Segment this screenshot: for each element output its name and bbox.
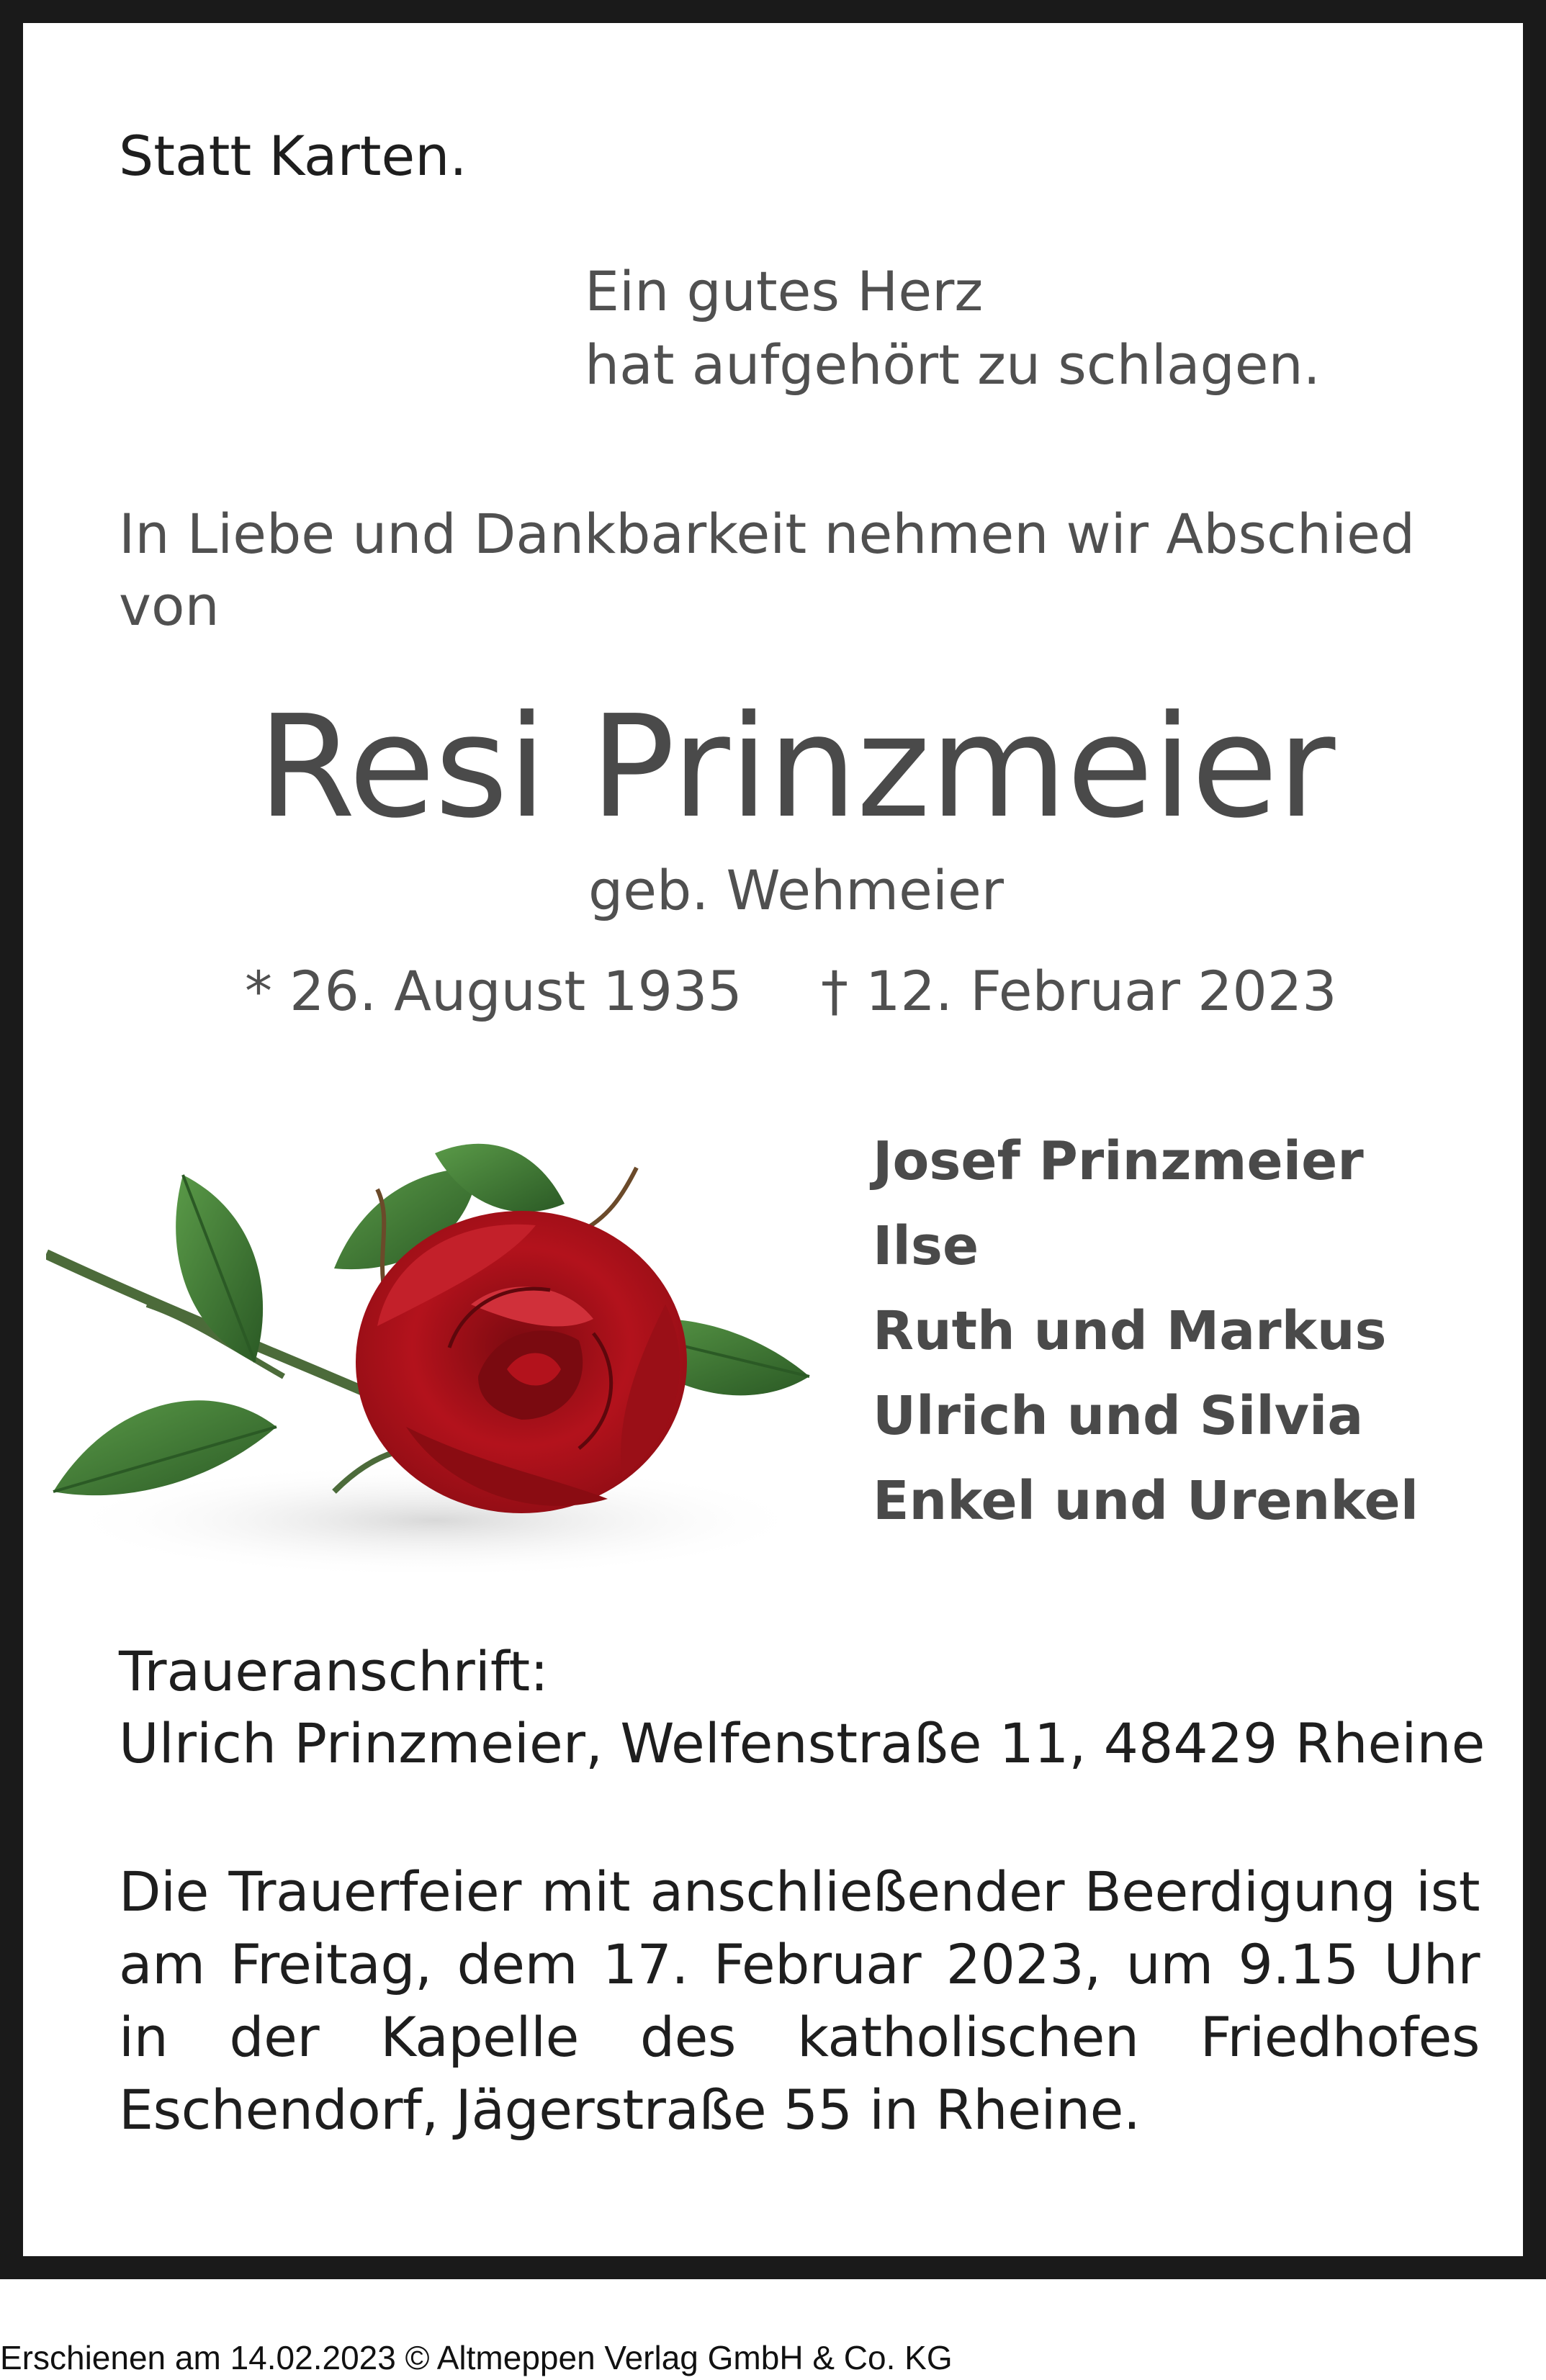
family-member: Enkel und Urenkel xyxy=(873,1470,1419,1532)
address-label: Traueranschrift: xyxy=(119,1639,549,1703)
intro-text xyxy=(119,498,1415,642)
footer-text: Erschienen am 14.02.2023 © Altmeppen Verlag GmbH & Co. KG xyxy=(0,2339,953,2376)
ceremony-text: Die Trauerfeier mit anschließender Beerdigung ist am Freitag, dem 17. Februar 2023, um 9.15 Uhr in der Kapelle des katholischen Friedhofes Eschendorf, Jägerstraße 55 in Rheine. xyxy=(119,1860,1480,2142)
address-text: Ulrich Prinzmeier, Welfenstraße 11, 48429 Rheine xyxy=(119,1711,1486,1775)
header-text: Statt Karten. xyxy=(119,124,467,188)
family-member: Josef Prinzmeier xyxy=(873,1130,1364,1192)
mourning-address xyxy=(119,1636,1485,1780)
quote-line-1: Ein gutes Herz xyxy=(585,259,984,323)
death-date: † 12. Februar 2023 xyxy=(821,959,1337,1023)
maiden-name: geb. Wehmeier xyxy=(588,858,1005,922)
deceased-name: Resi Prinzmeier xyxy=(257,685,1335,849)
birth-date: * 26. August 1935 xyxy=(245,959,742,1023)
family-member: Ulrich und Silvia xyxy=(873,1385,1364,1447)
quote xyxy=(585,255,1321,402)
family-member: Ilse xyxy=(873,1215,979,1277)
intro-line-1: In Liebe und Dankbarkeit nehmen wir Abschied xyxy=(119,502,1416,566)
family-member: Ruth und Markus xyxy=(873,1300,1387,1362)
intro-line-2: von xyxy=(119,574,220,638)
rose-icon xyxy=(46,1088,824,1621)
quote-line-2: hat aufgehört zu schlagen. xyxy=(585,333,1321,397)
family-list xyxy=(873,1119,1419,1543)
